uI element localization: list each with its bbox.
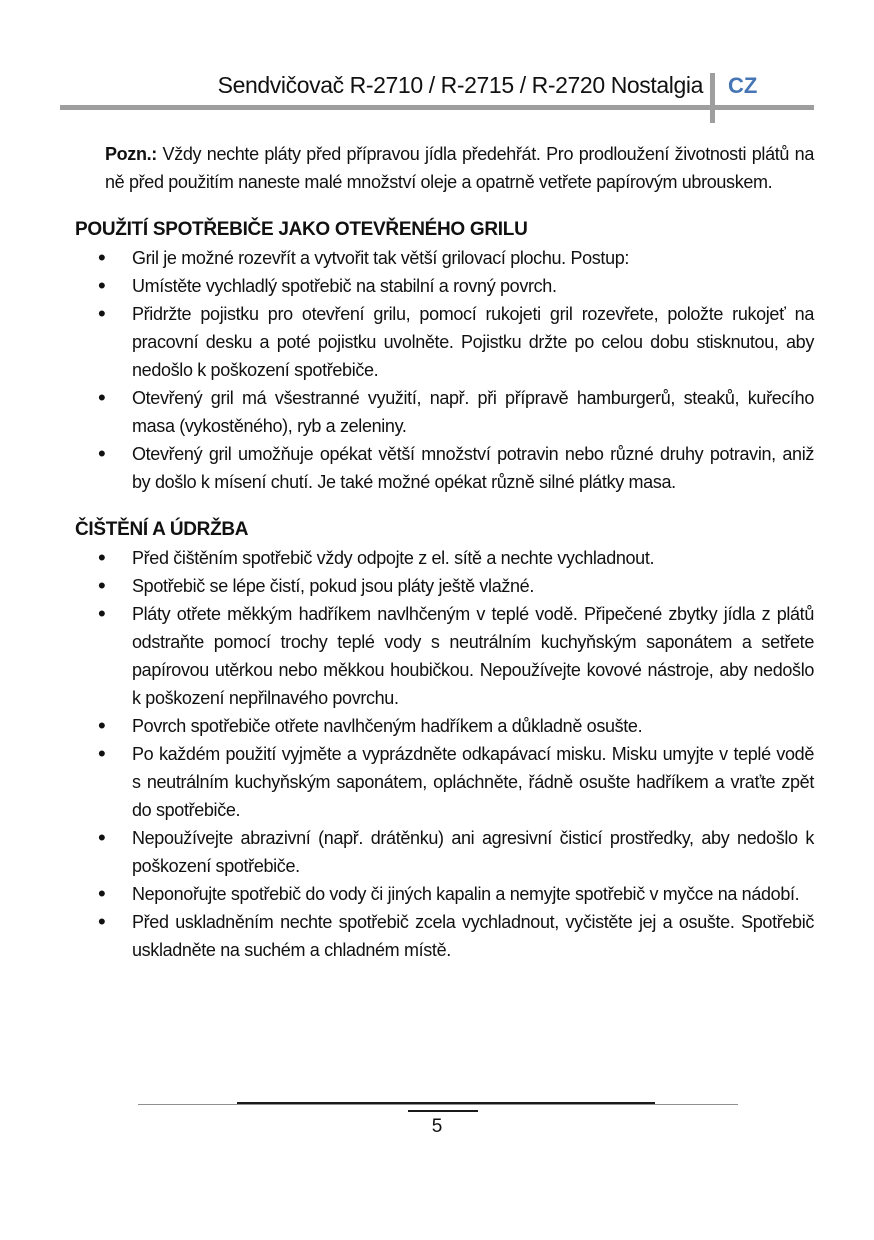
bullet-item: • Umístěte vychladlý spotřebič na stabilní a rovný povrch. [60, 272, 814, 300]
footnote-separator-short [408, 1110, 478, 1112]
note-label: Pozn.: [105, 144, 157, 164]
bullet-list-open-grill [60, 244, 814, 496]
section-heading-cleaning: ČIŠTĚNÍ A ÚDRŽBA [75, 519, 249, 540]
header-rule [60, 105, 814, 110]
bullet-item: • Nepoužívejte abrazivní (např. drátěnku) ani agresivní čisticí prostředky, aby nedošlo k poškození spotřebiče. [60, 824, 814, 880]
section-heading-open-grill: POUŽITÍ SPOTŘEBIČE JAKO OTEVŘENÉHO GRILU [75, 219, 528, 240]
bullet-item: • Otevřený gril má všestranné využití, např. při přípravě hamburgerů, steaků, kuřecího masa (vykostěného), ryb a zeleniny. [60, 384, 814, 440]
footnote-separator-gray [138, 1104, 738, 1105]
header-vertical-separator [710, 73, 715, 123]
note-paragraph [105, 140, 814, 196]
language-badge: CZ [728, 73, 758, 98]
bullet-item: • Gril je možné rozevřít a vytvořit tak větší grilovací plochu. Postup: [60, 244, 814, 272]
page-number: 5 [431, 1116, 443, 1137]
bullet-item: • Pláty otřete měkkým hadříkem navlhčeným v teplé vodě. Připečené zbytky jídla z plátů odstraňte pomocí trochy teplé vody s neutrálním kuchyňským saponátem a setřete papírovou utěrkou nebo měkkou houbičkou. Nepoužívejte kovové nástroje, aby nedošlo k poškození nepřilnavého povrchu. [60, 600, 814, 712]
bullet-item: • Otevřený gril umožňuje opékat větší množství potravin nebo různé druhy potravin, aniž by došlo k mísení chutí. Je také možné opékat různě silné plátky masa. [60, 440, 814, 496]
page-header [60, 0, 814, 99]
bullet-item: • Po každém použití vyjměte a vyprázdněte odkapávací misku. Misku umyjte v teplé vodě s neutrálním kuchyňským saponátem, opláchněte, řádně osušte hadříkem a vraťte zpět do spotřebiče. [60, 740, 814, 824]
bullet-item: • Před čištěním spotřebič vždy odpojte z el. sítě a nechte vychladnout. [60, 544, 814, 572]
document-title: Sendvičovač R-2710 / R-2715 / R-2720 Nostalgia [217, 72, 703, 98]
bullet-list-cleaning [60, 544, 814, 964]
bullet-item: • Povrch spotřebiče otřete navlhčeným hadříkem a důkladně osušte. [60, 712, 814, 740]
footnote-separator-black [237, 1102, 655, 1104]
bullet-item: • Spotřebič se lépe čistí, pokud jsou pláty ještě vlažné. [60, 572, 814, 600]
bullet-item: • Přidržte pojistku pro otevření grilu, pomocí rukojeti gril rozevřete, položte rukojeť na pracovní desku a poté pojistku uvolněte. Pojistku držte po celou dobu stisknutou, aby nedošlo k poškození spotřebiče. [60, 300, 814, 384]
note-text: Vždy nechte pláty před přípravou jídla předehřát. Pro prodloužení životnosti plátů na ně před použitím naneste malé množství oleje a opatrně vetřete papírovým ubrouskem. [105, 144, 815, 192]
bullet-item: • Neponořujte spotřebič do vody či jiných kapalin a nemyjte spotřebič v myčce na nádobí. [60, 880, 814, 908]
bullet-item: • Před uskladněním nechte spotřebič zcela vychladnout, vyčistěte jej a osušte. Spotřebič uskladněte na suchém a chladném místě. [60, 908, 814, 964]
